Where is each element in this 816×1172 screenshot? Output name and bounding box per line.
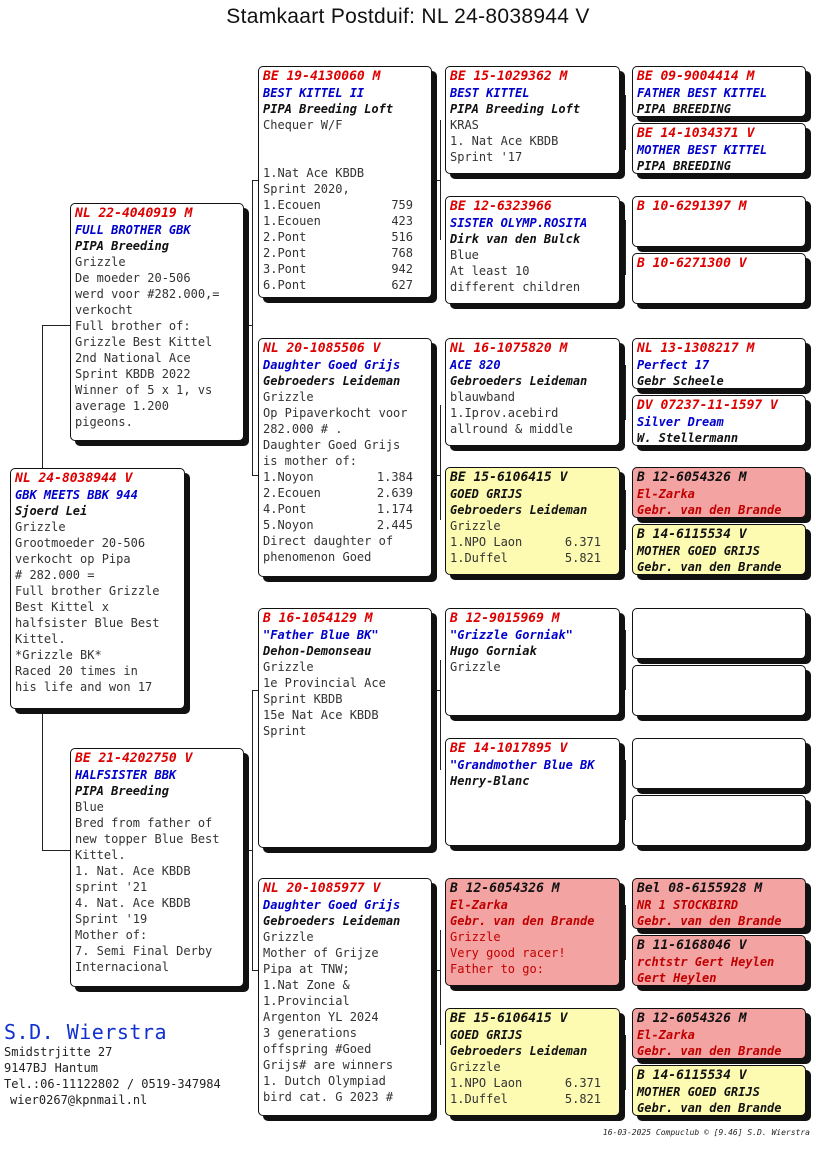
info-line: Winner of 5 x 1, vs — [75, 383, 213, 397]
ring-number: BE 15-1029362 M — [450, 69, 568, 84]
result-row — [263, 485, 427, 501]
pigeon-name: FULL BROTHER GBK — [75, 223, 191, 237]
race-count: 5.821 — [564, 551, 601, 565]
owner-name: Gebr Scheele — [637, 374, 724, 388]
info-line: pigeons. — [75, 415, 133, 429]
race-name: 5.Noyon — [263, 518, 314, 532]
pedigree-card-dam-sire[interactable] — [258, 608, 432, 848]
info-line: Bred from father of — [75, 816, 213, 830]
info-line: KRAS — [450, 118, 479, 132]
info-line: Kittel. — [15, 632, 66, 646]
pedigree-card-gen4-6[interactable] — [632, 395, 806, 446]
info-line: bird cat. G 2023 # — [263, 1090, 394, 1104]
pedigree-card-gen4-16[interactable] — [632, 1065, 806, 1116]
pigeon-name: GBK MEETS BBK 944 — [15, 488, 138, 502]
info-line: phenomenon Goed — [263, 550, 372, 564]
owner-name: Hugo Gorniak — [450, 644, 537, 658]
owner-name: rchtstr Gert Heylen — [637, 955, 775, 969]
owner-name: MOTHER GOED GRIJS — [637, 1085, 760, 1099]
info-line: Direct daughter of — [263, 534, 394, 548]
race-name: 3.Pont — [263, 262, 307, 276]
info-line: Blue — [450, 248, 479, 262]
connector-line — [252, 180, 253, 475]
owner-name: Dirk van den Bulck — [450, 232, 581, 246]
info-line: Kittel. — [75, 848, 126, 862]
connector-line — [625, 1035, 626, 1090]
info-line — [263, 149, 427, 165]
info-line: Grizzle — [450, 1060, 501, 1074]
pedigree-card-gen3-3[interactable] — [445, 338, 620, 446]
owner-name: Gebroeders Leideman — [450, 503, 588, 517]
connector-line — [244, 325, 252, 326]
owner-name: PIPA Breeding Loft — [263, 102, 394, 116]
pigeon-name: Daughter Goed Grijs — [263, 358, 401, 372]
pigeon-name: ACE 820 — [450, 358, 501, 372]
pedigree-card-gen3-7[interactable] — [445, 878, 620, 986]
race-name: 1.NPO Laon — [450, 1076, 523, 1090]
connector-line — [440, 405, 441, 520]
info-line: Very good racer! — [450, 946, 566, 960]
footer-credit: 16-03-2025 Compuclub © [9.46] S.D. Wierstra — [602, 1128, 810, 1137]
info-line: 1. Nat Ace KBDB — [450, 134, 559, 148]
info-line: Grizzle — [450, 660, 501, 674]
ring-number: BE 14-1017895 V — [450, 741, 568, 756]
pedigree-card-dam-dam[interactable] — [258, 878, 432, 1116]
result-row — [450, 1075, 615, 1091]
info-line: Grizzle — [15, 520, 66, 534]
ring-number: NL 20-1085506 V — [263, 341, 381, 356]
pigeon-name: BEST KITTEL — [450, 86, 530, 100]
ring-number: NL 13-1308217 M — [637, 341, 755, 356]
ring-number: BE 21-4202750 V — [75, 751, 193, 766]
ring-number: B 14-6115534 V — [637, 527, 747, 542]
ring-number: BE 14-1034371 V — [637, 126, 755, 141]
result-row — [450, 1091, 615, 1107]
info-line: Sprint 2020, — [263, 182, 350, 196]
ring-number: BE 12-6323966 — [450, 199, 552, 214]
info-line: Op Pipaverkocht voor — [263, 406, 408, 420]
pedigree-card-dam[interactable] — [70, 748, 244, 987]
pedigree-card-gen3-4[interactable] — [445, 467, 620, 575]
pigeon-name: "Father Blue BK" — [263, 628, 379, 642]
info-line: blauwband — [450, 390, 516, 404]
info-line: Blue — [75, 800, 104, 814]
info-line: is mother of: — [263, 454, 357, 468]
breeder-info — [4, 1020, 221, 1108]
info-line: 3 generations — [263, 1026, 357, 1040]
result-row — [450, 550, 615, 566]
ring-number: NL 24-8038944 V — [15, 471, 133, 486]
info-line: Sprint '17 — [450, 150, 523, 164]
result-row — [263, 245, 427, 261]
race-name: 1.Duffel — [450, 551, 508, 565]
race-count: 423 — [391, 214, 413, 228]
breeder-address: Smidstrjitte 27 — [4, 1045, 113, 1059]
info-line: 282.000 # . — [263, 422, 343, 436]
connector-line — [42, 325, 70, 326]
info-line: Internacional — [75, 960, 169, 974]
pedigree-card-gen4-10[interactable] — [632, 665, 806, 716]
info-line: Full brother Grizzle — [15, 584, 160, 598]
info-line: 7. Semi Final Derby — [75, 944, 213, 958]
info-line: 1.Provincial — [263, 994, 350, 1008]
race-count: 759 — [391, 198, 413, 212]
ring-number: B 16-1054129 M — [263, 611, 373, 626]
info-line: Grizzle — [75, 255, 126, 269]
pedigree-card-gen3-2[interactable] — [445, 196, 620, 304]
race-name: 1.Ecouen — [263, 198, 321, 212]
pigeon-name: GOED GRIJS — [450, 1028, 523, 1042]
race-count: 1.384 — [376, 470, 413, 484]
info-line: Sprint KBDB 2022 — [75, 367, 191, 381]
result-row — [263, 517, 427, 533]
info-line: Best Kittel x — [15, 600, 109, 614]
ring-number: B 14-6115534 V — [637, 1068, 747, 1083]
connector-line — [432, 690, 440, 691]
pedigree-card-gen3-5[interactable] — [445, 608, 620, 716]
pedigree-card-gen4-2[interactable] — [632, 123, 806, 174]
race-count: 768 — [391, 246, 413, 260]
race-name: 2.Pont — [263, 246, 307, 260]
owner-name: El-Zarka — [637, 1028, 695, 1042]
info-line: offspring #Goed — [263, 1042, 372, 1056]
info-line: Grootmoeder 20-506 — [15, 536, 146, 550]
connector-line — [252, 690, 253, 970]
info-line: Full brother of: — [75, 319, 191, 333]
owner-name: Gebroeders Leideman — [263, 374, 401, 388]
info-line: Grizzle — [263, 930, 314, 944]
ring-number: B 12-6054326 M — [637, 1011, 747, 1026]
ring-number: DV 07237-11-1597 V — [637, 398, 778, 413]
info-line: Grijs# are winners — [263, 1058, 394, 1072]
connector-line — [625, 95, 626, 150]
pedigree-card-gen3-8[interactable] — [445, 1008, 620, 1116]
ring-number: B 10-6271300 V — [637, 256, 747, 271]
connector-line — [42, 850, 70, 851]
info-line: Grizzle — [263, 660, 314, 674]
info-line: Grizzle — [450, 930, 501, 944]
owner-name: Gebroeders Leideman — [450, 1044, 588, 1058]
connector-line — [625, 490, 626, 550]
pedigree-card-sire-dam[interactable] — [258, 338, 432, 577]
info-line: 2nd National Ace — [75, 351, 191, 365]
ring-number: BE 15-6106415 V — [450, 470, 568, 485]
pigeon-name: "Grizzle Gorniak" — [450, 628, 573, 642]
connector-line — [440, 660, 441, 770]
pedigree-card-subject[interactable] — [10, 468, 185, 709]
info-line: 1.Nat Ace KBDB — [263, 166, 365, 180]
ring-number: NL 22-4040919 M — [75, 206, 193, 221]
connector-line — [244, 850, 252, 851]
info-line: 4. Nat. Ace KBDB — [75, 896, 191, 910]
pigeon-name: MOTHER BEST KITTEL — [637, 143, 768, 157]
ring-number: NL 16-1075820 M — [450, 341, 568, 356]
breeder-name: Gert Heylen — [637, 971, 717, 985]
info-line: 1. Nat. Ace KBDB — [75, 864, 191, 878]
info-line: 1. Dutch Olympiad — [263, 1074, 386, 1088]
pedigree-card-sire-sire[interactable] — [258, 66, 432, 298]
owner-name: MOTHER GOED GRIJS — [637, 544, 760, 558]
info-line: Chequer W/F — [263, 118, 343, 132]
ring-number: B 11-6168046 V — [637, 938, 747, 953]
pigeon-name: Silver Dream — [637, 415, 724, 429]
ring-number: NL 20-1085977 V — [263, 881, 381, 896]
info-line: Grizzle Best Kittel — [75, 335, 213, 349]
pigeon-name: Perfect 17 — [637, 358, 710, 372]
info-line: Grizzle — [263, 390, 314, 404]
result-row — [263, 469, 427, 485]
owner-name: Henry-Blanc — [450, 774, 530, 788]
pigeon-name: El-Zarka — [450, 898, 508, 912]
info-line: 1.Iprov.acebird — [450, 406, 559, 420]
ring-number: B 10-6291397 M — [637, 199, 747, 214]
info-line: Daughter Goed Grijs — [263, 438, 401, 452]
connector-line — [440, 930, 441, 1045]
pedigree-card-sire[interactable] — [70, 203, 244, 441]
race-count: 6.371 — [564, 1076, 601, 1090]
owner-name: Sjoerd Lei — [15, 504, 88, 518]
pedigree-card-gen4-4[interactable] — [632, 253, 806, 304]
info-line: verkocht op Pipa — [15, 552, 131, 566]
result-row — [263, 261, 427, 277]
pedigree-card-gen4-3[interactable] — [632, 196, 806, 247]
owner-name: Gebroeders Leideman — [450, 374, 588, 388]
pedigree-card-gen4-8[interactable] — [632, 524, 806, 575]
page-title: Stamkaart Postduif: NL 24-8038944 V — [226, 5, 590, 28]
info-line: Mother of: — [75, 928, 148, 942]
info-line: # 282.000 = — [15, 568, 95, 582]
pedigree-card-gen4-14[interactable] — [632, 935, 806, 986]
ring-number: BE 09-9004414 M — [637, 69, 755, 84]
race-name: 1.Noyon — [263, 470, 314, 484]
race-name: 1.Ecouen — [263, 214, 321, 228]
pedigree-card-gen3-6[interactable] — [445, 738, 620, 846]
ring-number: Bel 08-6155928 M — [637, 881, 763, 896]
owner-name: El-Zarka — [637, 487, 695, 501]
pigeon-name: SISTER OLYMP.ROSITA — [450, 216, 588, 230]
connector-line — [625, 630, 626, 690]
info-line: Argenton YL 2024 — [263, 1010, 379, 1024]
breeder-name: Gebr. van den Brande — [637, 1044, 782, 1058]
info-line: 1.Nat Zone & — [263, 978, 350, 992]
info-line: At least 10 — [450, 264, 530, 278]
race-name: 6.Pont — [263, 278, 307, 292]
breeder-name: Gebr. van den Brande — [637, 914, 782, 928]
info-line: allround & middle — [450, 422, 573, 436]
ring-number: BE 15-6106415 V — [450, 1011, 568, 1026]
result-row — [450, 534, 615, 550]
pedigree-card-gen4-7[interactable] — [632, 467, 806, 518]
breeder-name: Gebr. van den Brande — [637, 1101, 782, 1115]
race-count: 5.821 — [564, 1092, 601, 1106]
breeder-name: Gebr. van den Brande — [637, 560, 782, 574]
race-count: 627 — [391, 278, 413, 292]
connector-line — [432, 970, 440, 971]
race-name: 1.Duffel — [450, 1092, 508, 1106]
pedigree-card-gen4-15[interactable] — [632, 1008, 806, 1059]
owner-name: PIPA Breeding — [75, 239, 169, 253]
info-line: average 1.200 — [75, 399, 169, 413]
pedigree-card-gen4-1[interactable] — [632, 66, 806, 117]
owner-name: PIPA BREEDING — [637, 102, 731, 116]
info-line: new topper Blue Best — [75, 832, 220, 846]
pedigree-card-gen4-5[interactable] — [632, 338, 806, 389]
pigeon-name: BEST KITTEL II — [263, 86, 365, 100]
info-line: Sprint KBDB — [263, 692, 343, 706]
owner-name: PIPA Breeding — [75, 784, 169, 798]
connector-line — [625, 365, 626, 420]
race-name: 4.Pont — [263, 502, 307, 516]
result-row — [263, 277, 427, 293]
connector-line — [432, 180, 440, 181]
connector-line — [432, 475, 440, 476]
owner-name: Dehon-Demonseau — [263, 644, 372, 658]
info-line: halfsister Blue Best — [15, 616, 160, 630]
info-line: 15e Nat Ace KBDB — [263, 708, 379, 722]
race-count: 942 — [391, 262, 413, 276]
pigeon-name: HALFSISTER BBK — [75, 768, 177, 782]
info-line: 1e Provincial Ace — [263, 676, 386, 690]
race-name: 2.Ecouen — [263, 486, 321, 500]
breeder-city: 9147BJ Hantum — [4, 1061, 98, 1075]
info-line: De moeder 20-506 — [75, 271, 191, 285]
result-row — [263, 229, 427, 245]
race-count: 6.371 — [564, 535, 601, 549]
pigeon-name: GOED GRIJS — [450, 487, 523, 501]
race-count: 2.445 — [376, 518, 413, 532]
ring-number: B 12-9015969 M — [450, 611, 560, 626]
result-row — [263, 213, 427, 229]
owner-name: W. Stellermann — [637, 431, 739, 445]
race-count: 2.639 — [376, 486, 413, 500]
info-line: his life and won 17 — [15, 680, 153, 694]
result-row — [263, 501, 427, 517]
ring-number: B 12-6054326 M — [450, 881, 560, 896]
connector-line — [625, 220, 626, 275]
info-line: sprint '21 — [75, 880, 148, 894]
info-line: verkocht — [75, 303, 133, 317]
pedigree-card-gen4-11[interactable] — [632, 738, 806, 789]
info-line: Sprint '19 — [75, 912, 148, 926]
breeder-name: Gebr. van den Brande — [637, 503, 782, 517]
info-line — [263, 133, 427, 149]
owner-name: Gebroeders Leideman — [263, 914, 401, 928]
connector-line — [625, 760, 626, 820]
pedigree-card-gen3-1[interactable] — [445, 66, 620, 174]
race-count: 1.174 — [376, 502, 413, 516]
pedigree-card-gen4-13[interactable] — [632, 878, 806, 929]
connector-line — [625, 905, 626, 960]
breeder-phone: Tel.:06-11122802 / 0519-347984 — [4, 1077, 221, 1091]
info-line: Sprint — [263, 724, 307, 738]
info-line: Raced 20 times in — [15, 664, 138, 678]
owner-name: PIPA BREEDING — [637, 159, 731, 173]
race-name: 1.NPO Laon — [450, 535, 523, 549]
pigeon-name: Daughter Goed Grijs — [263, 898, 401, 912]
info-line: Mother of Grijze — [263, 946, 379, 960]
ring-number: BE 19-4130060 M — [263, 69, 381, 84]
info-line: *Grizzle BK* — [15, 648, 102, 662]
owner-name: Gebr. van den Brande — [450, 914, 595, 928]
pigeon-name: "Grandmother Blue BK — [450, 758, 595, 772]
breeder-email: wier0267@kpnmail.nl — [10, 1093, 148, 1107]
info-line: Father to go: — [450, 962, 544, 976]
result-row — [263, 197, 427, 213]
info-line: different children — [450, 280, 581, 294]
race-count: 516 — [391, 230, 413, 244]
pedigree-card-gen4-9[interactable] — [632, 608, 806, 659]
connector-line — [440, 120, 441, 240]
breeder-name: S.D. Wierstra — [4, 1020, 168, 1044]
info-line: Pipa at TNW; — [263, 962, 350, 976]
ring-number: B 12-6054326 M — [637, 470, 747, 485]
owner-name: NR 1 STOCKBIRD — [637, 898, 739, 912]
owner-name: PIPA Breeding Loft — [450, 102, 581, 116]
pedigree-card-gen4-12[interactable] — [632, 795, 806, 846]
info-line: Grizzle — [450, 519, 501, 533]
race-name: 2.Pont — [263, 230, 307, 244]
pigeon-name: FATHER BEST KITTEL — [637, 86, 768, 100]
info-line: werd voor #282.000,= — [75, 287, 220, 301]
